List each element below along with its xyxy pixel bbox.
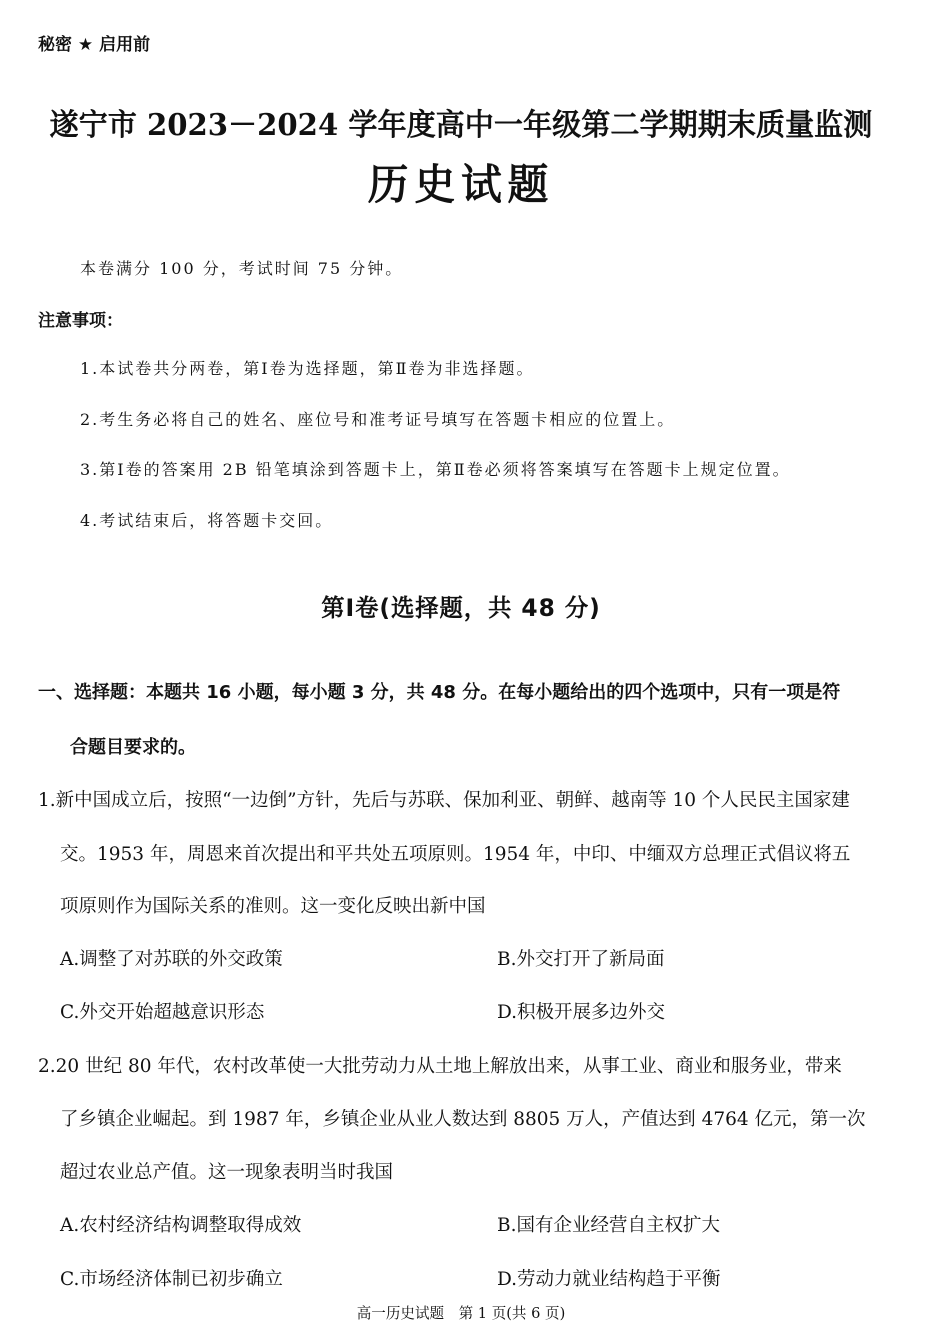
question-1-line: 项原则作为国际关系的准则。这一变化反映出新中国: [60, 896, 486, 917]
question-1-line: 交。1953 年，周恩来首次提出和平共处五项原则。1954 年，中印、中缅双方总理正式倡议将五: [60, 844, 851, 865]
note-item: 4.考试结束后，将答题卡交回。: [80, 511, 334, 530]
section-title: 第Ⅰ卷(选择题，共 48 分): [321, 594, 601, 622]
question-2-line: 超过农业总产值。这一现象表明当时我国: [60, 1162, 394, 1183]
question-1-option-b: B.外交打开了新局面: [497, 949, 665, 970]
question-1-line: 1.新中国成立后，按照“一边倒”方针，先后与苏联、保加利亚、朝鲜、越南等 10 个人民民主国家建: [38, 790, 850, 811]
page-footer: 高一历史试题 第 1 页(共 6 页): [356, 1304, 566, 1322]
notes-heading: 注意事项：: [38, 311, 123, 331]
note-item: 2.考生务必将自己的姓名、座位号和准考证号填写在答题卡相应的位置上。: [80, 410, 676, 429]
note-item: 3.第Ⅰ卷的答案用 2B 铅笔填涂到答题卡上，第Ⅱ卷必须将答案填写在答题卡上规定位置。: [80, 460, 791, 479]
question-2-option-c: C.市场经济体制已初步确立: [60, 1269, 283, 1290]
question-1-option-a: A.调整了对苏联的外交政策: [60, 949, 283, 970]
exam-title: 遂宁市 2023－2024 学年度高中一年级第二学期期末质量监测: [49, 108, 873, 143]
question-2-option-d: D.劳动力就业结构趋于平衡: [497, 1269, 721, 1290]
confidential-label: 秘密 ★ 启用前: [38, 35, 151, 55]
question-2-option-b: B.国有企业经营自主权扩大: [497, 1215, 720, 1236]
part-instruction: 一、选择题：本题共 16 小题，每小题 3 分，共 48 分。在每小题给出的四个选项中，只有一项是符: [38, 682, 841, 703]
exam-info: 本卷满分 100 分，考试时间 75 分钟。: [80, 259, 404, 278]
question-2-line: 2.20 世纪 80 年代，农村改革使一大批劳动力从土地上解放出来，从事工业、商业和服务业，带来: [38, 1056, 842, 1077]
question-2-line: 了乡镇企业崛起。到 1987 年，乡镇企业从业人数达到 8805 万人，产值达到 4764 亿元，第一次: [60, 1109, 866, 1130]
exam-subtitle: 历史试题: [367, 160, 555, 209]
question-1-option-d: D.积极开展多边外交: [497, 1002, 666, 1023]
question-1-option-c: C.外交开始超越意识形态: [60, 1002, 265, 1023]
part-instruction-cont: 合题目要求的。: [70, 737, 196, 758]
question-2-option-a: A.农村经济结构调整取得成效: [60, 1215, 302, 1236]
note-item: 1.本试卷共分两卷，第Ⅰ卷为选择题，第Ⅱ卷为非选择题。: [80, 359, 535, 378]
